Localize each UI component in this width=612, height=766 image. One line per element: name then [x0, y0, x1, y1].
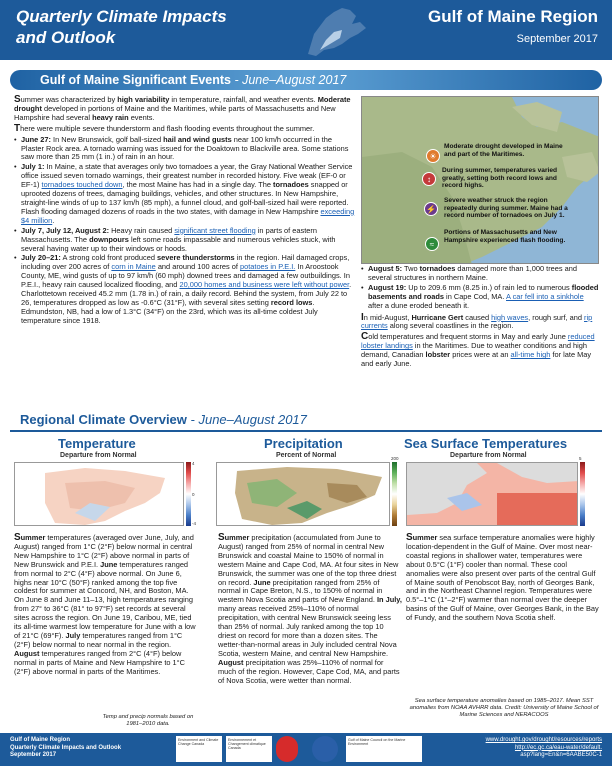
footer-links — [486, 737, 602, 760]
noaa-logo-icon — [312, 736, 338, 762]
event-july1: • July 1: In Maine, a state that averages only two tornadoes a year, the Gray National Weather Service office issued seven tornado warnings, their greatest number in recorded history. Five weak (EF-0 or EF-1) tornadoes touched down, the most Maine has had in a single day. The tornadoes snapped or uprooted dozens of trees, damaging buildings, vehicles, and other structures. In New Hampshire, straight-line winds of up to 137 km/h (85 mph), a funnel cloud, and golf-ball-sized hail were reported. Flash flooding damaged dozens of roads in the two states, with damage in New Hampshire exceeding $4 million. — [14, 163, 356, 225]
report-title — [16, 6, 227, 48]
temperature-note: Temp and precip normals based on 1981–2010 data. — [102, 714, 194, 727]
report-date: September 2017 — [516, 33, 598, 45]
link-potatoes[interactable]: potatoes in P.E.I. — [240, 262, 296, 272]
events-text-right — [361, 265, 599, 371]
event-june27: • June 27: In New Brunswick, golf ball-sized hail and wind gusts near 100 km/h occurred in the Plaster Rock area. A tornado warning was issued for the Doaktown to Blackville area. Some stations saw more than 25 mm (1 in.) of rain in an hour. — [14, 136, 356, 163]
temperature-text: Summer temperatures (averaged over June, July, and August) ranged from 1°C (2°F) below normal in central New Hampshire to 1°C (2°F) above normal in parts of New Brunswick and P.E.I. June temperatures ranged from normal to 2°C (4°F) above normal. On June 6, highs near 10°C (50°F) ranked among the top five coldest for summer at Concord, NH, and Boston, MA. On June 8 and June 11–13, high temperatures ranging from 27° to 36°C (81° to 97°F) set records at several sites across the region. On June 19, Caribou, ME, tied its all-time warmest low temperature for June with a low of 21°C (69°F). July temperatures ranged from 1°C (2°F) below normal to near normal in the region. August temperatures ranged from 2°C (4°F) below normal in parts of Maine and New Hampshire to 1°C (2°F) above normal in parts of the Maritimes. — [14, 532, 196, 676]
drought-icon: ☀ — [426, 149, 440, 163]
footer — [0, 733, 612, 766]
sst-map — [406, 462, 578, 526]
precipitation-subtitle: Percent of Normal — [276, 452, 337, 459]
temperature-title: Temperature — [58, 436, 136, 451]
link-drought-gov[interactable]: www.drought.gov/drought/resources/reports — [485, 737, 602, 743]
header-banner — [0, 0, 612, 60]
link-high-waves[interactable]: high waves — [491, 312, 529, 322]
canada-wordmark-icon — [276, 736, 298, 762]
event-aug19: • August 19: Up to 209.6 mm (8.25 in.) of rain led to numerous flooded basements and roads in Cape Cod, MA. A car fell into a sinkhole after a dune eroded beneath it. — [361, 284, 599, 311]
event-july20: • July 20–21: A strong cold front produced severe thunderstorms in the region. Hail damaged crops, including over 200 acres of corn in Maine and around 100 acres of potatoes in P.E.I. In Aroostook County, ME, wind gusts of up to 97 km/h (60 mph) downed trees and damaged a few outbuildings. In P.E.I., heavy rain caused localized flooding, and 20,000 homes and business were left without power. Charlottetown received 45.2 mm (1.78 in.) of rain, a daily record. Behind the system, from July 22 to 26, temperatures dropped as low as -0.6°C (31°F), with several sites setting record lows. Edmundston, NB, had a low of 1.3°C (34°F) on the 23rd, which was its all-time coldest July temperature since 1918. — [14, 254, 356, 325]
significant-events-map — [361, 96, 599, 264]
link-sinkhole[interactable]: A car fell into a sinkhole — [506, 291, 584, 301]
sst-scale: 5 — [580, 462, 590, 526]
overview-title: Regional Climate Overview - June–August 2017 — [20, 412, 307, 427]
precipitation-scale: 200 — [392, 462, 402, 526]
sst-note: Sea surface temperature anomalies based on 1985–2017. Mean SST anomalies from NOAA AVHRR data. Credit: University of Maine School of Marine Sciences and NERACOOS — [409, 698, 599, 718]
hurricane-gert-para: In mid-August, Hurricane Gert caused high waves, rough surf, and rip currents along several coastlines in the region. — [361, 311, 593, 331]
sst-title: Sea Surface Temperatures — [404, 436, 568, 451]
overview-divider — [10, 430, 602, 432]
map-note-severe-weather: Severe weather struck the region repeatedly during summer. Maine had a record number of tornadoes on July 1. — [444, 197, 568, 220]
link-damage[interactable]: exceeding $4 million — [21, 206, 355, 225]
events-text-left — [14, 96, 356, 327]
lobster-para: Cold temperatures and frequent storms in May and early June reduced lobster landings in the Maritimes. Due to weather conditions and high demand, Canadian lobster prices were at an all-time high for late May and early June. — [361, 331, 595, 369]
temperature-scale: 4 0 -4 — [186, 462, 196, 526]
event-july7: • July 7, July 12, August 2: Heavy rain caused significant street flooding in parts of eastern Massachusetts. The downpours left some roads impassable and numerous vehicles stuck, with several having water up to their windows or hoods. — [14, 227, 356, 254]
precipitation-map — [216, 462, 390, 526]
eccc-logo-fr: Environnement et Changement climatique Canada — [226, 736, 272, 762]
link-lobster[interactable]: reduced lobster landings — [361, 332, 595, 351]
link-ec-gc[interactable]: http://ec.gc.ca/eau-water/default. — [514, 744, 602, 751]
footer-title: Gulf of Maine Region Quarterly Climate Impacts and Outlook September 2017 — [10, 737, 122, 759]
link-ec-gc-cont: asp?lang=En&n=6AABE50C-1 — [520, 752, 602, 759]
map-note-drought: Moderate drought developed in Maine and part of the Maritimes. — [444, 143, 563, 158]
events-intro: Summer was characterized by high variability in temperature, rainfall, and weather events. Moderate drought developed in portions of Maine and the Maritimes, while parts of Massachusetts and New Hampshire had several heavy rain events. — [14, 94, 351, 122]
significant-events-title: Gulf of Maine Significant Events - June–August 2017 — [40, 73, 347, 87]
temperature-subtitle: Departure from Normal — [60, 452, 137, 459]
thermometer-icon: ↕ — [422, 172, 436, 186]
link-corn[interactable]: corn in Maine — [111, 262, 156, 272]
event-aug5: • August 5: Two tornadoes damaged more than 1,000 trees and several structures in northern Maine. — [361, 265, 599, 283]
link-tornadoes[interactable]: tornadoes touched down — [41, 180, 123, 190]
sst-text: Summer sea surface temperature anomalies were highly location-dependent in the Gulf of Maine. Over most near-coastal regions in shallower water, temperatures were about 0.5°C (1°F) cooler than normal. These cool anomalies were also present over parts of the central Gulf of Maine south of Penobscot Bay, north of Georges Bank, and in the Northeast Channel region. Temperatures were 0.5°–1°C (1°–2°F) warmer than normal over the deeper basins of the Gulf of Maine, over Georges Bank, in the Bay of Fundy, and the southern Nova Scotia shelf. — [406, 532, 599, 623]
significant-events-bar — [10, 70, 602, 90]
link-power[interactable]: 20,000 homes and business were left without power — [179, 280, 350, 290]
link-street-flooding[interactable]: significant street flooding — [174, 225, 256, 235]
gulf-of-maine-council-logo: Gulf of Maine Council on the Marine Environment — [346, 736, 422, 762]
storm-icon: ⚡ — [424, 202, 438, 216]
temperature-map — [14, 462, 184, 526]
region-locator-map — [300, 4, 370, 58]
precipitation-title: Precipitation — [264, 436, 343, 451]
map-note-temperature: During summer, temperatures varied greatly, setting both record lows and record highs. — [442, 167, 558, 190]
report-title-line2: and Outlook — [16, 28, 116, 47]
sst-subtitle: Departure from Normal — [450, 452, 527, 459]
flood-icon: ≈ — [425, 237, 439, 251]
precipitation-text: Summer precipitation (accumulated from June to August) ranged from 25% of normal in central New Brunswick and coastal Maine to 150% of normal in western Maine and Cape Cod, MA. At four sites in New Brunswick, the summer was one of the top three driest on record. June precipitation ranged from 25% of normal in Cape Breton, N.S., to 150% of normal in western Nova Scotia and parts of New England. In July, many areas received 25%–110% of normal precipitation, with central New Brunswick seeing less than 25% of normal. July ranked among the top 10 driest on record for more than a dozen sites. The wetter-than-normal areas in July included central Nova Scotia, western Maine, and central New Hampshire. August precipitation was 25%–110% of normal for much of the region. However, Cape Cod, MA, and parts of Nova Scotia, were wetter than normal. — [218, 532, 402, 685]
report-title-line1: Quarterly Climate Impacts — [16, 7, 227, 26]
link-all-time-high[interactable]: all-time high — [510, 350, 551, 360]
region-name: Gulf of Maine Region — [428, 7, 598, 26]
events-para2: There were multiple severe thunderstorm and flash flooding events throughout the summer. — [14, 122, 315, 134]
link-rip-currents[interactable]: rip currents — [361, 312, 593, 331]
map-note-flooding: Portions of Massachusetts and New Hampshire experienced flash flooding. — [444, 229, 566, 244]
eccc-logo-en: Environment and Climate Change Canada — [176, 736, 222, 762]
